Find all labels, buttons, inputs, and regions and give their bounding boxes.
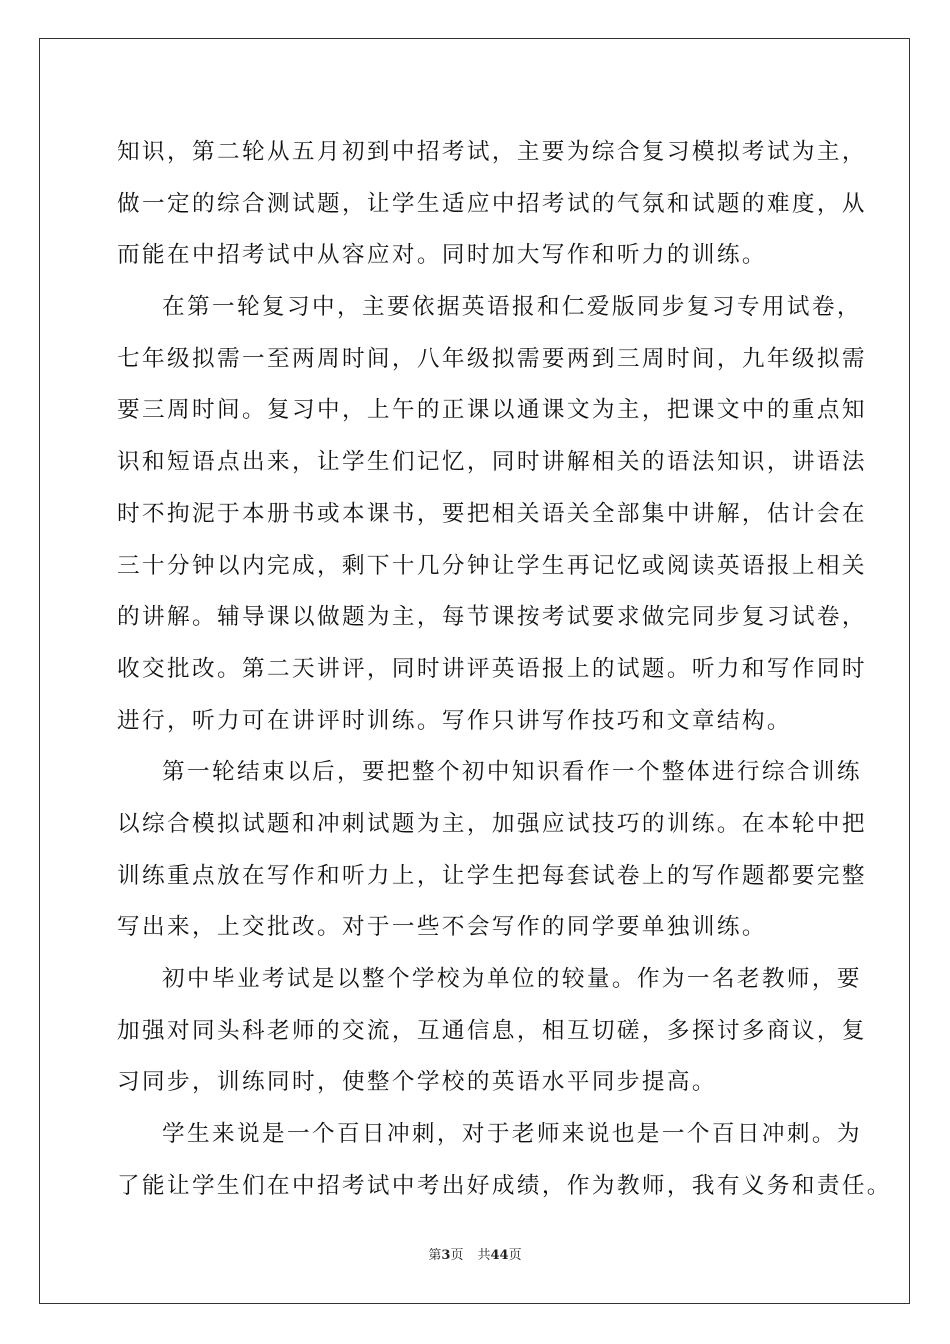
text-line: 收交批改。第二天讲评，同时讲评英语报上的试题。听力和写作同时 xyxy=(117,655,867,682)
text-line: 加强对同头科老师的交流，互通信息，相互切磋，多探讨多商议，复 xyxy=(117,1017,867,1044)
total-pages-suffix: 页 xyxy=(508,1248,522,1263)
text-line: 学生来说是一个百日冲刺，对于老师来说也是一个百日冲刺。为 xyxy=(162,1121,862,1148)
page-footer xyxy=(0,1247,950,1265)
document-body xyxy=(117,127,892,1212)
text-line: 七年级拟需一至两周时间，八年级拟需要两到三周时间，九年级拟需 xyxy=(117,345,867,372)
text-line: 做一定的综合测试题，让学生适应中招考试的气氛和试题的难度，从 xyxy=(117,190,867,217)
text-line: 了能让学生们在中招考试中考出好成绩，作为教师，我有义务和责任。 xyxy=(117,1172,892,1199)
text-line: 写出来，上交批改。对于一些不会写作的同学要单独训练。 xyxy=(117,914,767,941)
text-line: 初中毕业考试是以整个学校为单位的较量。作为一名老教师，要 xyxy=(162,966,862,992)
text-line: 识和短语点出来，让学生们记忆，同时讲解相关的语法知识，讲语法 xyxy=(117,449,867,476)
text-line: 习同步，训练同时，使整个学校的英语水平同步提高。 xyxy=(117,1069,717,1096)
text-line: 要三周时间。复习中，上午的正课以通课文为主，把课文中的重点知 xyxy=(117,397,867,424)
text-line: 而能在中招考试中从容应对。同时加大写作和听力的训练。 xyxy=(117,242,767,269)
total-pages-number: 44 xyxy=(490,1248,509,1263)
text-line: 知识，第二轮从五月初到中招考试，主要为综合复习模拟考试为主， xyxy=(117,139,867,165)
current-page-number: 3 xyxy=(441,1248,451,1263)
page-number-suffix: 页 xyxy=(450,1248,464,1263)
text-line: 的讲解。辅导课以做题为主，每节课按考试要求做完同步复习试卷， xyxy=(117,604,867,631)
text-line: 以综合模拟试题和冲刺试题为主，加强应试技巧的训练。在本轮中把 xyxy=(117,810,867,837)
text-line: 训练重点放在写作和听力上，让学生把每套试卷上的写作题都要完整 xyxy=(117,862,867,889)
text-line: 时不拘泥于本册书或本课书，要把相关语关全部集中讲解，估计会在 xyxy=(117,500,867,527)
text-line: 第一轮结束以后，要把整个初中知识看作一个整体进行综合训练 xyxy=(162,759,862,786)
total-pages-prefix: 共 xyxy=(477,1248,491,1263)
text-line: 三十分钟以内完成，剩下十几分钟让学生再记忆或阅读英语报上相关 xyxy=(117,552,867,579)
text-line: 在第一轮复习中，主要依据英语报和仁爱版同步复习专用试卷， xyxy=(162,294,862,321)
text-line: 进行，听力可在讲评时训练。写作只讲写作技巧和文章结构。 xyxy=(117,707,792,734)
page-number-prefix: 第 xyxy=(428,1248,442,1263)
